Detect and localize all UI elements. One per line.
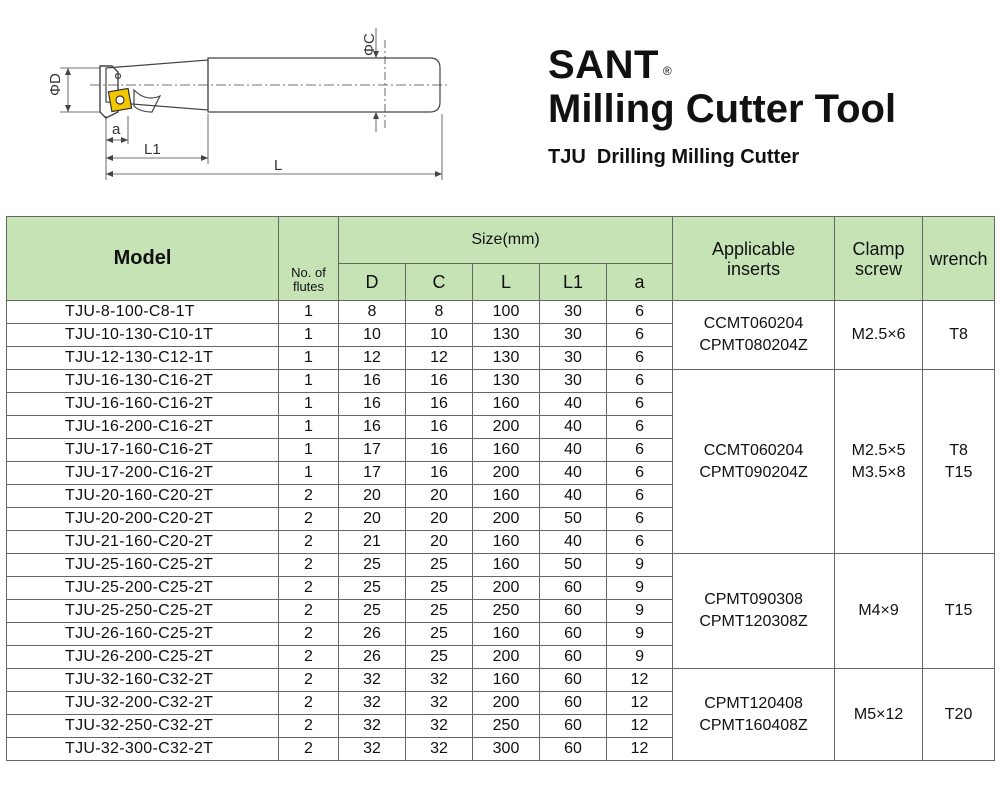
cell-d: 16 xyxy=(339,370,406,393)
cell-c: 32 xyxy=(406,692,473,715)
cell-l: 300 xyxy=(473,738,540,761)
table-row xyxy=(7,669,995,692)
cell-l1: 40 xyxy=(540,416,607,439)
cell-l: 160 xyxy=(473,554,540,577)
dim-l-label: L xyxy=(274,157,283,174)
cell-d: 32 xyxy=(339,692,406,715)
cell-clamp-screw xyxy=(835,301,923,370)
cell-c: 8 xyxy=(406,301,473,324)
cell-model: TJU-20-160-C20-2T xyxy=(7,485,279,508)
cell-a: 6 xyxy=(607,439,673,462)
cell-flutes: 2 xyxy=(279,508,339,531)
cell-d: 26 xyxy=(339,623,406,646)
cell-l: 200 xyxy=(473,508,540,531)
header-flutes: No. of flutes xyxy=(279,217,339,301)
dim-c-label: ΦC xyxy=(361,33,378,56)
cell-c: 25 xyxy=(406,623,473,646)
table-row xyxy=(7,370,995,393)
cell-d: 21 xyxy=(339,531,406,554)
cell-c: 20 xyxy=(406,508,473,531)
cell-a: 9 xyxy=(607,577,673,600)
cell-clamp-screw-value: M3.5×8 xyxy=(851,463,906,481)
header-size: Size(mm) xyxy=(339,217,673,264)
cell-l: 200 xyxy=(473,462,540,485)
header-model: Model xyxy=(7,217,279,301)
cell-l1: 60 xyxy=(540,600,607,623)
cell-l: 160 xyxy=(473,439,540,462)
cell-a: 6 xyxy=(607,485,673,508)
cell-l1: 30 xyxy=(540,370,607,393)
cell-model: TJU-17-160-C16-2T xyxy=(7,439,279,462)
cell-l: 200 xyxy=(473,646,540,669)
cell-a: 6 xyxy=(607,393,673,416)
cell-l1: 60 xyxy=(540,669,607,692)
spec-table-body xyxy=(7,301,995,761)
cell-l1: 30 xyxy=(540,347,607,370)
cell-wrench-value: T15 xyxy=(944,463,973,481)
cell-a: 12 xyxy=(607,669,673,692)
cell-a: 6 xyxy=(607,347,673,370)
cell-d: 12 xyxy=(339,347,406,370)
cell-l1: 60 xyxy=(540,623,607,646)
cell-c: 20 xyxy=(406,531,473,554)
cell-l1: 40 xyxy=(540,462,607,485)
cell-inserts xyxy=(673,370,835,554)
cell-clamp-screw xyxy=(835,370,923,554)
cell-a: 12 xyxy=(607,738,673,761)
cell-c: 16 xyxy=(406,393,473,416)
cell-model: TJU-21-160-C20-2T xyxy=(7,531,279,554)
cell-d: 10 xyxy=(339,324,406,347)
cell-d: 25 xyxy=(339,554,406,577)
cell-flutes: 2 xyxy=(279,646,339,669)
cell-a: 6 xyxy=(607,416,673,439)
product-title: Milling Cutter Tool xyxy=(548,87,897,131)
header-l1: L1 xyxy=(540,264,607,301)
dim-a-label: a xyxy=(112,121,121,138)
cell-inserts-value: CPMT080204Z xyxy=(699,337,808,354)
table-row xyxy=(7,301,995,324)
cell-d: 8 xyxy=(339,301,406,324)
cell-a: 6 xyxy=(607,370,673,393)
cell-clamp-screw-value: M4×9 xyxy=(858,602,899,619)
cell-c: 25 xyxy=(406,646,473,669)
cell-wrench xyxy=(923,554,995,669)
cell-flutes: 2 xyxy=(279,692,339,715)
cell-c: 16 xyxy=(406,462,473,485)
registered-mark: ® xyxy=(662,64,673,78)
cell-model: TJU-16-200-C16-2T xyxy=(7,416,279,439)
cell-flutes: 1 xyxy=(279,439,339,462)
cell-d: 17 xyxy=(339,462,406,485)
cell-clamp-screw xyxy=(835,669,923,761)
cell-a: 12 xyxy=(607,692,673,715)
cell-flutes: 2 xyxy=(279,623,339,646)
cell-model: TJU-16-160-C16-2T xyxy=(7,393,279,416)
cell-clamp-screw-value: M5×12 xyxy=(853,705,904,723)
cell-flutes: 1 xyxy=(279,347,339,370)
dim-d-label: ΦD xyxy=(47,73,64,96)
cell-flutes: 2 xyxy=(279,485,339,508)
cell-inserts-value: CPMT090308 xyxy=(704,591,803,608)
cell-l: 200 xyxy=(473,416,540,439)
cell-l1: 30 xyxy=(540,301,607,324)
cell-d: 25 xyxy=(339,600,406,623)
cell-l1: 40 xyxy=(540,531,607,554)
product-subtitle: TJU Drilling Milling Cutter xyxy=(548,146,800,168)
cell-model: TJU-12-130-C12-1T xyxy=(7,347,279,370)
cell-flutes: 1 xyxy=(279,462,339,485)
cell-l: 160 xyxy=(473,623,540,646)
cell-l1: 60 xyxy=(540,715,607,738)
cell-a: 12 xyxy=(607,715,673,738)
cell-model: TJU-17-200-C16-2T xyxy=(7,462,279,485)
cell-a: 6 xyxy=(607,324,673,347)
header-l: L xyxy=(473,264,540,301)
cell-d: 16 xyxy=(339,393,406,416)
cell-l1: 60 xyxy=(540,692,607,715)
cell-flutes: 1 xyxy=(279,324,339,347)
cell-clamp-screw-value: M2.5×5 xyxy=(851,441,906,459)
cell-flutes: 1 xyxy=(279,370,339,393)
cell-c: 25 xyxy=(406,600,473,623)
cell-model: TJU-25-200-C25-2T xyxy=(7,577,279,600)
cell-model: TJU-32-200-C32-2T xyxy=(7,692,279,715)
cell-l1: 60 xyxy=(540,646,607,669)
cell-wrench xyxy=(923,370,995,554)
cell-flutes: 2 xyxy=(279,577,339,600)
cell-flutes: 1 xyxy=(279,393,339,416)
header-c: C xyxy=(406,264,473,301)
cell-a: 6 xyxy=(607,301,673,324)
cell-c: 25 xyxy=(406,554,473,577)
cell-inserts-value: CPMT120308Z xyxy=(699,613,808,630)
cell-c: 16 xyxy=(406,370,473,393)
cell-wrench-value: T15 xyxy=(944,602,973,619)
cell-flutes: 2 xyxy=(279,715,339,738)
cell-inserts xyxy=(673,669,835,761)
cell-c: 32 xyxy=(406,669,473,692)
cell-model: TJU-32-250-C32-2T xyxy=(7,715,279,738)
cell-model: TJU-26-200-C25-2T xyxy=(7,646,279,669)
cell-l: 130 xyxy=(473,347,540,370)
brand-name: SANT ® xyxy=(548,43,673,87)
cell-l1: 40 xyxy=(540,439,607,462)
cell-clamp-screw xyxy=(835,554,923,669)
cell-model: TJU-25-250-C25-2T xyxy=(7,600,279,623)
cell-model: TJU-32-160-C32-2T xyxy=(7,669,279,692)
cell-inserts-value: CCMT060204 xyxy=(703,441,804,459)
cell-flutes: 2 xyxy=(279,669,339,692)
title-block xyxy=(548,42,896,169)
cell-inserts-value: CPMT120408 xyxy=(704,694,803,712)
cell-d: 17 xyxy=(339,439,406,462)
cell-l1: 60 xyxy=(540,738,607,761)
cell-l: 200 xyxy=(473,692,540,715)
cell-l1: 40 xyxy=(540,393,607,416)
cell-l: 160 xyxy=(473,393,540,416)
tool-technical-drawing xyxy=(40,20,460,190)
cell-a: 9 xyxy=(607,554,673,577)
cell-l: 160 xyxy=(473,669,540,692)
cell-wrench xyxy=(923,669,995,761)
header-wrench: wrench xyxy=(923,217,995,301)
cell-model: TJU-32-300-C32-2T xyxy=(7,738,279,761)
cell-c: 16 xyxy=(406,416,473,439)
cell-d: 32 xyxy=(339,738,406,761)
cell-c: 20 xyxy=(406,485,473,508)
cell-inserts-value: CPMT160408Z xyxy=(699,716,808,734)
cell-d: 32 xyxy=(339,715,406,738)
cell-l: 250 xyxy=(473,600,540,623)
cell-a: 6 xyxy=(607,462,673,485)
cell-a: 9 xyxy=(607,600,673,623)
cell-d: 25 xyxy=(339,577,406,600)
cell-inserts-value: CCMT060204 xyxy=(703,315,804,332)
cell-a: 9 xyxy=(607,646,673,669)
cell-model: TJU-10-130-C10-1T xyxy=(7,324,279,347)
cell-c: 10 xyxy=(406,324,473,347)
cell-l: 250 xyxy=(473,715,540,738)
spec-table xyxy=(6,216,995,761)
cell-flutes: 2 xyxy=(279,738,339,761)
cell-l1: 50 xyxy=(540,508,607,531)
header-inserts: Applicable inserts xyxy=(673,217,835,301)
cell-model: TJU-26-160-C25-2T xyxy=(7,623,279,646)
cell-l: 160 xyxy=(473,485,540,508)
cell-wrench-value: T20 xyxy=(944,705,973,723)
cell-l1: 40 xyxy=(540,485,607,508)
cell-wrench-value: T8 xyxy=(949,326,968,343)
cell-d: 32 xyxy=(339,669,406,692)
header-a: a xyxy=(607,264,673,301)
cell-l1: 30 xyxy=(540,324,607,347)
cell-l1: 50 xyxy=(540,554,607,577)
cell-flutes: 2 xyxy=(279,554,339,577)
cell-c: 16 xyxy=(406,439,473,462)
cell-model: TJU-25-160-C25-2T xyxy=(7,554,279,577)
cell-inserts-value: CPMT090204Z xyxy=(699,463,808,481)
header-clamp-screw: Clamp screw xyxy=(835,217,923,301)
cell-a: 9 xyxy=(607,623,673,646)
cell-flutes: 1 xyxy=(279,301,339,324)
cell-clamp-screw-value: M2.5×6 xyxy=(851,326,906,343)
cell-l: 100 xyxy=(473,301,540,324)
cell-d: 20 xyxy=(339,485,406,508)
cell-flutes: 2 xyxy=(279,531,339,554)
cell-l: 200 xyxy=(473,577,540,600)
dim-l1-label: L1 xyxy=(144,141,161,158)
cell-a: 6 xyxy=(607,531,673,554)
cell-c: 32 xyxy=(406,738,473,761)
cell-l: 160 xyxy=(473,531,540,554)
cell-model: TJU-20-200-C20-2T xyxy=(7,508,279,531)
cell-flutes: 2 xyxy=(279,600,339,623)
cell-c: 12 xyxy=(406,347,473,370)
cell-inserts xyxy=(673,554,835,669)
cell-c: 25 xyxy=(406,577,473,600)
cell-wrench xyxy=(923,301,995,370)
cell-a: 6 xyxy=(607,508,673,531)
cell-inserts xyxy=(673,301,835,370)
cell-c: 32 xyxy=(406,715,473,738)
cell-model: TJU-8-100-C8-1T xyxy=(7,301,279,324)
table-row xyxy=(7,554,995,577)
cell-l: 130 xyxy=(473,324,540,347)
cell-flutes: 1 xyxy=(279,416,339,439)
cell-l: 130 xyxy=(473,370,540,393)
cell-d: 20 xyxy=(339,508,406,531)
cell-d: 16 xyxy=(339,416,406,439)
cell-model: TJU-16-130-C16-2T xyxy=(7,370,279,393)
cell-d: 26 xyxy=(339,646,406,669)
cell-wrench-value: T8 xyxy=(949,441,968,459)
header-d: D xyxy=(339,264,406,301)
cell-l1: 60 xyxy=(540,577,607,600)
